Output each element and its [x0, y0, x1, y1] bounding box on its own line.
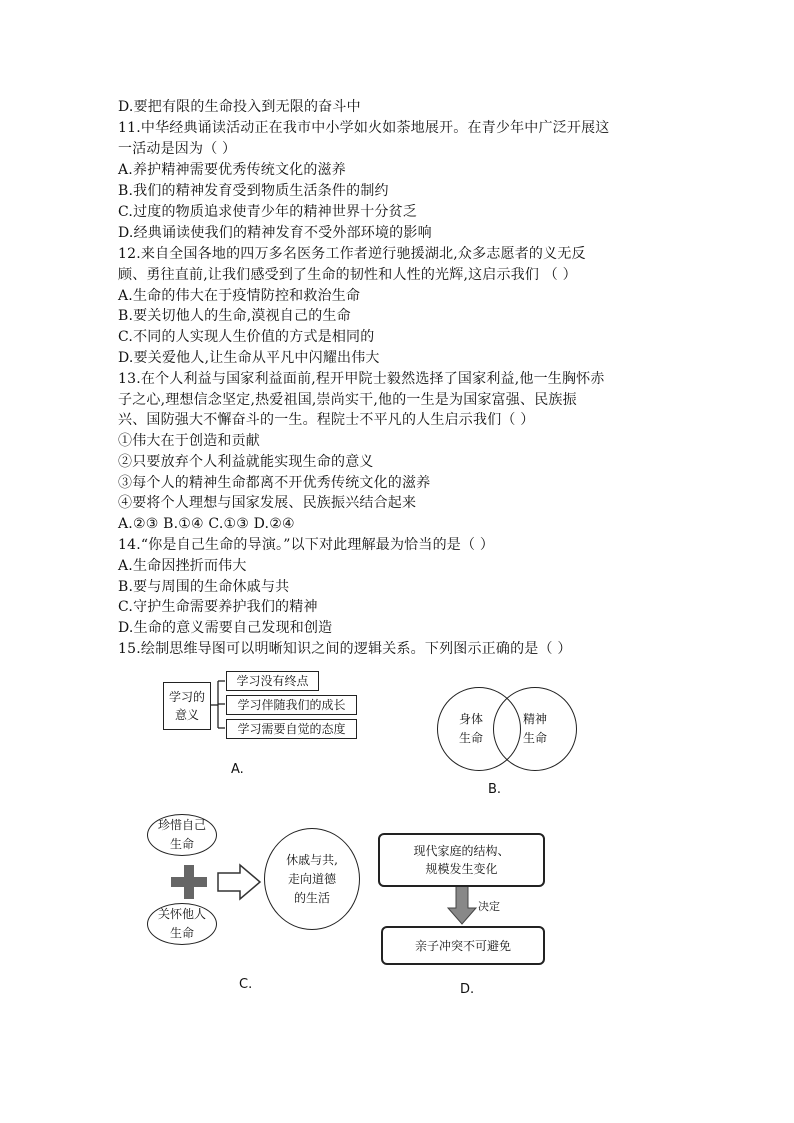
diagram-d-top-line2: 规模发生变化 [425, 862, 498, 876]
diagram-d-label: D. [460, 982, 475, 997]
diagram-c-bottom-ellipse [147, 903, 217, 945]
diagram-c-label: C. [239, 977, 253, 992]
question-line: 顾、勇往直前,让我们感受到了生命的韧性和人性的光辉,这启示我们 （ ） [118, 267, 577, 283]
arrow-right-icon [218, 865, 260, 899]
diagram-c-bottom-line1: 关怀他人 [157, 907, 206, 921]
option-line: C.不同的人实现人生价值的方式是相同的 [118, 329, 375, 345]
diagram-d-top-box [378, 833, 545, 887]
question-line: 12.来自全国各地的四万多名医务工作者逆行驰援湖北,众多志愿者的义无反 [118, 246, 586, 262]
arrow-down-icon [448, 884, 476, 924]
option-line: B.我们的精神发育受到物质生活条件的制约 [118, 183, 389, 199]
diagram-a-branch-3: 学习需要自觉的态度 [226, 719, 357, 739]
option-line: B.要与周围的生命休戚与共 [118, 579, 290, 595]
plus-icon [171, 865, 207, 899]
option-line: ②只要放弃个人利益就能实现生命的意义 [118, 454, 374, 470]
option-line: D.生命的意义需要自己发现和创造 [118, 620, 333, 636]
option-line: C.守护生命需要养护我们的精神 [118, 599, 318, 615]
diagram-c-result-line3: 的生活 [293, 890, 330, 905]
diagram-a-label: A. [231, 762, 244, 777]
option-line: A.养护精神需要优秀传统文化的滋养 [118, 162, 346, 178]
diagram-b-right-line2: 生命 [522, 731, 547, 745]
diagram-a-branch-1: 学习没有终点 [226, 671, 319, 691]
option-line: B.要关切他人的生命,漠视自己的生命 [118, 308, 351, 324]
option-line: A.生命的伟大在于疫情防控和救治生命 [118, 288, 361, 304]
diagram-a-root [163, 682, 211, 730]
question-line: 一活动是因为（ ） [118, 141, 237, 157]
option-line: ③每个人的精神生命都离不开优秀传统文化的滋养 [118, 475, 431, 491]
diagram-a-connectors [210, 681, 225, 728]
option-line: D.经典诵读使我们的精神发育不受外部环境的影响 [118, 225, 432, 241]
diagram-c-result-line1: 休戚与共, [286, 852, 338, 867]
question-line: 11.中华经典诵读活动正在我市中小学如火如荼地展开。在青少年中广泛开展这 [118, 120, 610, 136]
diagram-c-bottom-line2: 生命 [169, 926, 194, 940]
option-line: D.要把有限的生命投入到无限的奋斗中 [118, 99, 361, 115]
option-line: A.生命因挫折而伟大 [118, 558, 247, 574]
diagram-b-right-line1: 精神 [522, 712, 547, 726]
option-line: ①伟大在于创造和贡献 [118, 433, 260, 449]
question-line: 13.在个人利益与国家利益面前,程开甲院士毅然选择了国家利益,他一生胸怀赤 [118, 371, 605, 387]
question-line: 子之心,理想信念坚定,热爱祖国,崇尚实干,他的一生是为国家富强、民族振 [118, 392, 577, 408]
diagram-b-left-line1: 身体 [458, 712, 483, 726]
diagram-d-top-line1: 现代家庭的结构、 [413, 844, 510, 858]
question-line: 兴、国防强大不懈奋斗的一生。程院士不平凡的人生启示我们（ ） [118, 412, 535, 428]
diagram-a-root-line2: 意义 [174, 708, 199, 722]
diagram-a-branch-2: 学习伴随我们的成长 [226, 695, 357, 715]
diagram-c-top-line2: 生命 [169, 837, 194, 851]
diagram-c-top-line1: 珍惜自己 [157, 818, 206, 832]
diagram-b-right-circle [493, 687, 577, 771]
diagram-c-top-ellipse [147, 814, 217, 856]
diagram-d-arrow-text: 决定 [478, 900, 500, 913]
diagram-c-result-circle [264, 828, 360, 930]
diagram-b-label: B. [488, 782, 502, 797]
diagram-a-root-line1: 学习的 [168, 690, 205, 704]
option-line: D.要关爱他人,让生命从平凡中闪耀出伟大 [118, 350, 380, 366]
option-line: ④要将个人理想与国家发展、民族振兴结合起来 [118, 495, 417, 511]
answer-choices-line: A.②③ B.①④ C.①③ D.②④ [118, 516, 295, 532]
question-line: 15.绘制思维导图可以明晰知识之间的逻辑关系。下列图示正确的是（ ） [118, 641, 572, 657]
question-line: 14.“你是自己生命的导演。”以下对此理解最为恰当的是（ ） [118, 537, 495, 553]
option-line: C.过度的物质追求使青少年的精神世界十分贫乏 [118, 204, 418, 220]
diagram-c-result-line2: 走向道德 [287, 871, 336, 886]
diagram-b-left-line2: 生命 [458, 731, 483, 745]
diagram-d-bottom-box: 亲子冲突不可避免 [381, 926, 545, 965]
